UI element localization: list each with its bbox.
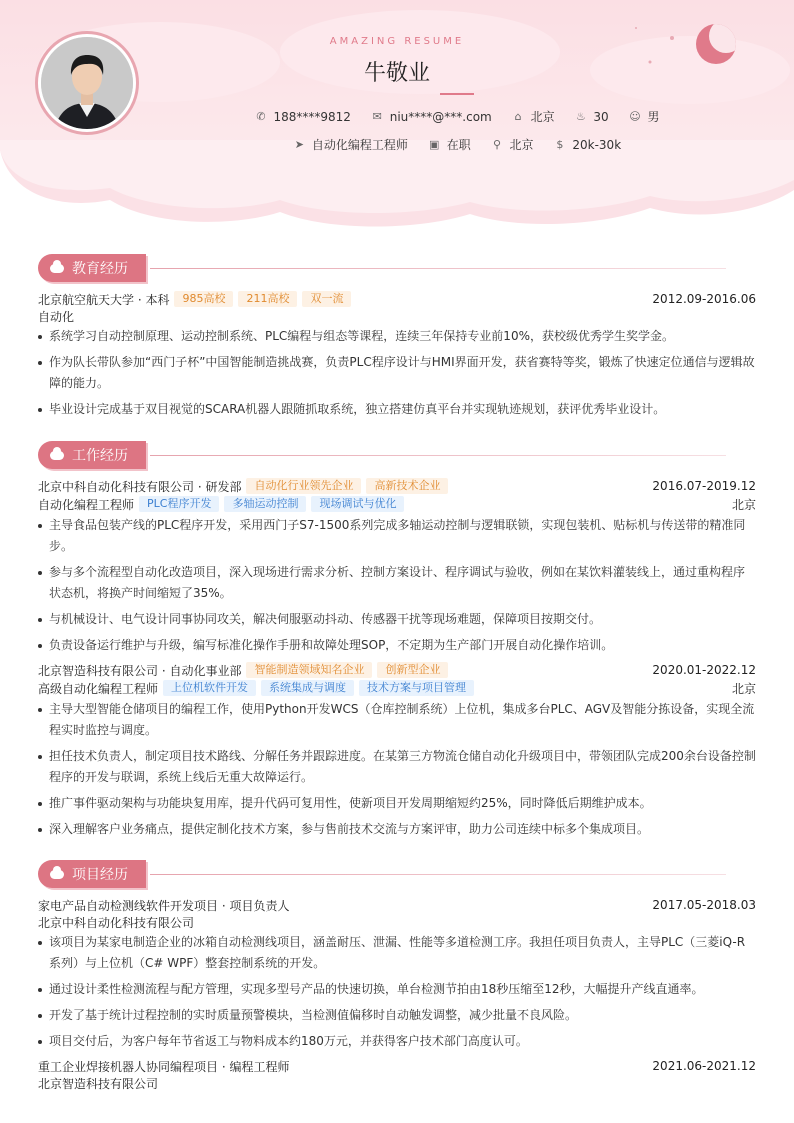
location-icon: ⚲	[493, 138, 502, 151]
hometown-text: 北京	[530, 110, 555, 124]
role-row	[38, 679, 756, 697]
contact-row	[0, 108, 794, 125]
list-item: 作为队长带队参加“西门子杯”中国智能制造挑战赛，负责PLC程序设计与HMI界面开发，获省赛特等奖，锻炼了快速定位通信与逻辑故障的能力。	[38, 352, 756, 394]
company-tag: 智能制造领域知名企业	[246, 662, 372, 678]
company-tag: 创新型企业	[377, 662, 448, 678]
list-item: 项目交付后，为客户每年节省返工与物料成本约180万元，并获得客户技术部门高度认可。	[38, 1031, 756, 1052]
project-org: 北京智造科技有限公司	[38, 1077, 159, 1091]
target-city-text: 北京	[509, 138, 534, 152]
status-text: 在职	[446, 138, 471, 152]
target-position-text: 自动化编程工程师	[311, 138, 408, 152]
target-position-item	[293, 136, 408, 153]
job-city: 北京	[731, 497, 756, 512]
cloud-icon	[50, 264, 64, 273]
job-bullets	[38, 515, 756, 656]
list-item: 开发了基于统计过程控制的实时质量预警模块，当检测值偏移时自动触发调整，减少批量不良风险。	[38, 1005, 756, 1026]
salary-item	[553, 138, 621, 152]
project-name: 重工企业焊接机器人协同编程项目 · 编程工程师	[38, 1059, 290, 1074]
list-item: 深入理解客户业务痛点，提供定制化技术方案，参与售前技术交流与方案评审，助力公司连续中标多个集成项目。	[38, 819, 756, 840]
company-name: 北京智造科技有限公司 · 自动化事业部	[38, 663, 242, 678]
project-org: 北京中科自动化科技有限公司	[38, 916, 195, 930]
school-tag: 双一流	[302, 291, 351, 307]
job-city: 北京	[731, 681, 756, 696]
project-date: 2021.06-2021.12	[652, 1059, 756, 1073]
skill-tag: 上位机软件开发	[163, 680, 256, 696]
section-title: 项目经历	[72, 867, 128, 883]
list-item: 通过设计柔性检测流程与配方管理，实现多型号产品的快速切换，单台检测节拍由18秒压缩至12秒，大幅提升产线直通率。	[38, 979, 756, 1000]
skill-tag: 系统集成与调度	[261, 680, 354, 696]
role-row	[38, 495, 756, 513]
list-item: 担任技术负责人，制定项目技术路线、分解任务并跟踪进度。在某第三方物流仓储自动化升级项目中，带领团队完成200余台设备控制程序的开发与联调，系统上线后无重大故障运行。	[38, 746, 756, 788]
phone-icon: ✆	[256, 110, 266, 123]
job-role: 自动化编程工程师	[38, 497, 135, 512]
email-item	[371, 110, 492, 124]
gender-item	[629, 108, 660, 125]
company-tag: 自动化行业领先企业	[246, 478, 361, 494]
section-title: 教育经历	[72, 261, 128, 277]
project-row	[38, 1057, 756, 1075]
section-divider	[150, 874, 726, 875]
project-date: 2017.05-2018.03	[652, 898, 756, 912]
salary-icon: $	[556, 138, 564, 151]
gender-text: 男	[647, 110, 660, 124]
cloud-icon	[50, 870, 64, 879]
company-tag: 高新技术企业	[366, 478, 448, 494]
company-row	[38, 661, 756, 679]
phone-text: 188****9812	[273, 109, 351, 124]
section-divider	[150, 455, 726, 456]
list-item: 推广事件驱动架构与功能块复用库，提升代码可复用性，使新项目开发周期缩短约25%，同时降低后期维护成本。	[38, 793, 756, 814]
cake-icon: ♨	[575, 110, 586, 123]
project-section	[38, 860, 756, 1093]
salary-text: 20k-30k	[572, 137, 622, 152]
phone-item	[254, 110, 350, 124]
project-bullets	[38, 932, 756, 1052]
skill-tag: 现场调试与优化	[311, 496, 404, 512]
section-title-pill	[38, 441, 146, 469]
section-header	[38, 254, 756, 286]
target-city-item	[491, 136, 534, 153]
school-tag: 985高校	[174, 291, 233, 307]
list-item: 主导大型智能仓储项目的编程工作，使用Python开发WCS（仓库控制系统）上位机，集成多台PLC、AGV及智能分拣设备，实现全流程实时监控与调度。	[38, 699, 756, 741]
education-row	[38, 290, 756, 308]
company-name: 北京中科自动化科技有限公司 · 研发部	[38, 479, 242, 494]
job-date: 2016.07-2019.12	[652, 479, 756, 493]
list-item: 与机械设计、电气设计同事协同攻关，解决伺服驱动抖动、传感器干扰等现场难题，保障项目按期交付。	[38, 609, 756, 630]
hometown-item	[512, 108, 555, 125]
home-icon: ⌂	[514, 110, 522, 123]
age-text: 30	[593, 109, 609, 124]
job-role: 高级自动化编程工程师	[38, 681, 159, 696]
briefcase-icon: ▣	[428, 138, 440, 151]
section-title: 工作经历	[72, 448, 128, 464]
gender-icon: ☺	[629, 110, 641, 123]
mail-icon: ✉	[372, 110, 382, 123]
work-section	[38, 441, 756, 845]
skill-tag: 多轴运动控制	[224, 496, 306, 512]
section-divider	[150, 268, 726, 269]
school-tag: 211高校	[238, 291, 297, 307]
cloud-icon	[50, 451, 64, 460]
company-row	[38, 477, 756, 495]
skill-tag: 技术方案与项目管理	[359, 680, 474, 696]
skill-tag: PLC程序开发	[139, 496, 219, 512]
list-item: 该项目为某家电制造企业的冰箱自动检测线项目，涵盖耐压、泄漏、性能等多道检测工序。我担任项目负责人，主导PLC（三菱iQ-R系列）与上位机（C# WPF）整套控制系统的开发。	[38, 932, 756, 974]
list-item: 系统学习自动控制原理、运动控制系统、PLC编程与组态等课程，连续三年保持专业前10%，获校级优秀学生奖学金。	[38, 326, 756, 347]
job-intent-row	[0, 136, 794, 153]
education-date: 2012.09-2016.06	[652, 292, 756, 306]
resume-tagline: AMAZING RESUME	[329, 36, 465, 47]
send-icon: ➤	[294, 138, 304, 151]
education-bullets	[38, 326, 756, 420]
project-row	[38, 896, 756, 914]
name-underline	[440, 93, 474, 95]
list-item: 参与多个流程型自动化改造项目，深入现场进行需求分析、控制方案设计、程序调试与验收，例如在某饮料灌装线上，通过重构程序状态机，将换产时间缩短了35%。	[38, 562, 756, 604]
section-title-pill	[38, 860, 146, 888]
status-item	[428, 136, 471, 153]
section-header	[38, 860, 756, 892]
education-section	[38, 254, 756, 425]
school-name: 北京航空航天大学 · 本科	[38, 292, 170, 307]
candidate-name: 牛敬业	[363, 61, 430, 86]
project-name: 家电产品自动检测线软件开发项目 · 项目负责人	[38, 898, 290, 913]
age-item	[574, 110, 608, 124]
list-item: 主导食品包装产线的PLC程序开发，采用西门子S7-1500系列完成多轴运动控制与逻辑联锁，实现包装机、贴标机与传送带的精准同步。	[38, 515, 756, 557]
list-item: 负责设备运行维护与升级，编写标准化操作手册和故障处理SOP，不定期为生产部门开展自动化操作培训。	[38, 635, 756, 656]
job-bullets	[38, 699, 756, 840]
section-header	[38, 441, 756, 473]
section-title-pill	[38, 254, 146, 282]
job-date: 2020.01-2022.12	[652, 663, 756, 677]
major: 自动化	[38, 310, 75, 324]
list-item: 毕业设计完成基于双目视觉的SCARA机器人跟随抓取系统，独立搭建仿真平台并实现轨迹规划，获评优秀毕业设计。	[38, 399, 756, 420]
email-text: niu****@***.com	[389, 109, 492, 124]
